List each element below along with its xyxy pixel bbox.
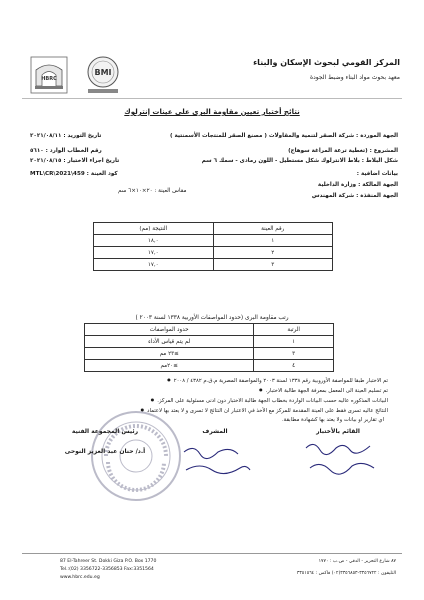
executor-line: الجهة المنفذة : شركة المهندس <box>311 193 398 199</box>
tester-role: القائم بالأختبار <box>316 428 360 435</box>
rank-table-title: رتب مقاومة البرى (حدود المواصفات الأوربية ١٣٣٨ لسنة ٢٠٠٣ ) <box>135 315 289 321</box>
limit-value: لم يتم قياس الأداء <box>85 336 254 348</box>
note-liability: البيانات المذكوره عاليه حسب البيانات الواردة بخطاب الجهة طالبة الاختبار دون ادنى مسئولية على المركز. ● <box>151 398 388 404</box>
head-name: أ.د/ حنان عبد العزيز النوحى <box>64 448 146 455</box>
sample-no: ٣ <box>213 259 333 271</box>
org-name: المركز القومي لبحوث الإسكان والبناء <box>253 58 400 67</box>
results-table <box>93 222 333 271</box>
svg-text:BMI: BMI <box>94 68 112 77</box>
test-date: تاريخ اجراء الاختبار : ٢٠٢١/٠٨/١٥ <box>30 158 120 164</box>
sample-no: ١ <box>213 235 333 247</box>
rank-table <box>84 323 334 372</box>
rank-value: ٣ <box>254 348 334 360</box>
table-row <box>94 235 333 247</box>
footer-address-en: 87 El-Tahreer St. Dokki Giza P.O. Box 1770 <box>60 559 157 564</box>
tester-signature <box>300 438 384 478</box>
footer-website: www.hbrc.edu.eg <box>60 575 100 580</box>
header-rank: الرتبة <box>254 324 334 336</box>
table-header-row <box>94 223 333 235</box>
table-header-row <box>85 324 334 336</box>
sample-size: مقاس العينة : ٢٠×١٠×٦ سم <box>118 188 187 194</box>
header-limits: حدود المواصفات <box>85 324 254 336</box>
table-row <box>85 348 334 360</box>
sample-code: كود العينة : MTL\CR\2021\459 <box>30 171 118 177</box>
extra-data-label: بيانات اضافية : <box>356 171 398 177</box>
rank-value: ١ <box>254 336 334 348</box>
footer-divider <box>22 553 402 554</box>
supervisor-role: المشرف <box>202 428 228 435</box>
letter-number: رقم الخطاب الوارد : ٥٦١٠ <box>30 148 102 154</box>
client-line: الجهة الموردة : شركة الصقر لتنمية والمقاولات ( مصنع الصقر للمنتجات الأسمنتية ) <box>169 133 398 139</box>
result-value: ١٧,٠ <box>94 259 214 271</box>
head-role: رئيس المجموعة الفنية <box>71 428 139 435</box>
table-row <box>85 336 334 348</box>
note-scope: النتائج عاليه تسرى فقط على العينة المقدمة للمركز مع الأخذ في الاعتبار ان النتائج لا تسرى و لا يعتد بها لاعتماد ● <box>141 408 388 414</box>
header-result: النتيجة (مم) <box>94 223 214 235</box>
owner-line: الجهة المالكة : وزارة الداخلية <box>317 182 398 188</box>
header-sample-no: رقم العينة <box>213 223 333 235</box>
table-row <box>94 247 333 259</box>
footer-address-ar: ٨٧ شارع التحرير - الدقي - ص.ب : ١٧٧٠ <box>318 559 396 564</box>
bmi-logo <box>84 54 122 96</box>
limit-value: ≥٢٠مم <box>85 360 254 372</box>
result-value: ١٧,٠ <box>94 247 214 259</box>
result-value: ١٨,٠ <box>94 235 214 247</box>
hbrc-logo <box>30 56 68 94</box>
header-divider <box>22 98 402 99</box>
sample-no: ٢ <box>213 247 333 259</box>
table-row <box>94 259 333 271</box>
rank-value: ٤ <box>254 360 334 372</box>
shape-line: شكل البلاط : بلاط الانترلوك شكل مستطيل - اللون رمادى - سمك ٦ سم <box>201 158 398 164</box>
note-delivery: تم تسليم العينة الى المعمل بمعرفة الجهة طالبة الاختبار. ● <box>259 388 388 394</box>
official-stamp <box>88 408 184 504</box>
supervisor-signature <box>178 440 256 478</box>
supply-date: تاريخ التوريد : ٢٠٢١/٠٨/١١ <box>30 133 102 139</box>
footer-phone-ar: التليفون : ٣٣٥٦٧٢٢-٣٣٥٦٨٥٣(٠٢) فاكس : ٣٣٥١٥٦٤ <box>296 571 396 576</box>
note-standard: تم الاختبار طبقا للمواصفة الأوروبية رقم ١٣٣٨ لسنة ٢٠٠٣ والمواصفة المصرية م.ق.م ٤٣٨٢ / ٢٠٠٨ ● <box>167 378 388 384</box>
footer-phone-en: Tel.:(02) 3356722-3356853 Fax:3351564 <box>60 567 154 572</box>
note-scope-continued: اي تقارير او بيانات ولا يعتد بها كشهادة مطابقة. <box>281 417 384 423</box>
limit-value: ≥٢٣ مم <box>85 348 254 360</box>
project-line: المشروع : (تغطية ترعة المراغة سوهاج) <box>288 148 398 154</box>
document-title: نتائج أختبار تعيين مقاومة البرى على عينات إنترلوك <box>124 108 300 116</box>
table-row <box>85 360 334 372</box>
institute-name: معهد بحوث مواد البناء وضبط الجودة <box>309 74 400 81</box>
svg-text:HBRC: HBRC <box>41 76 57 82</box>
